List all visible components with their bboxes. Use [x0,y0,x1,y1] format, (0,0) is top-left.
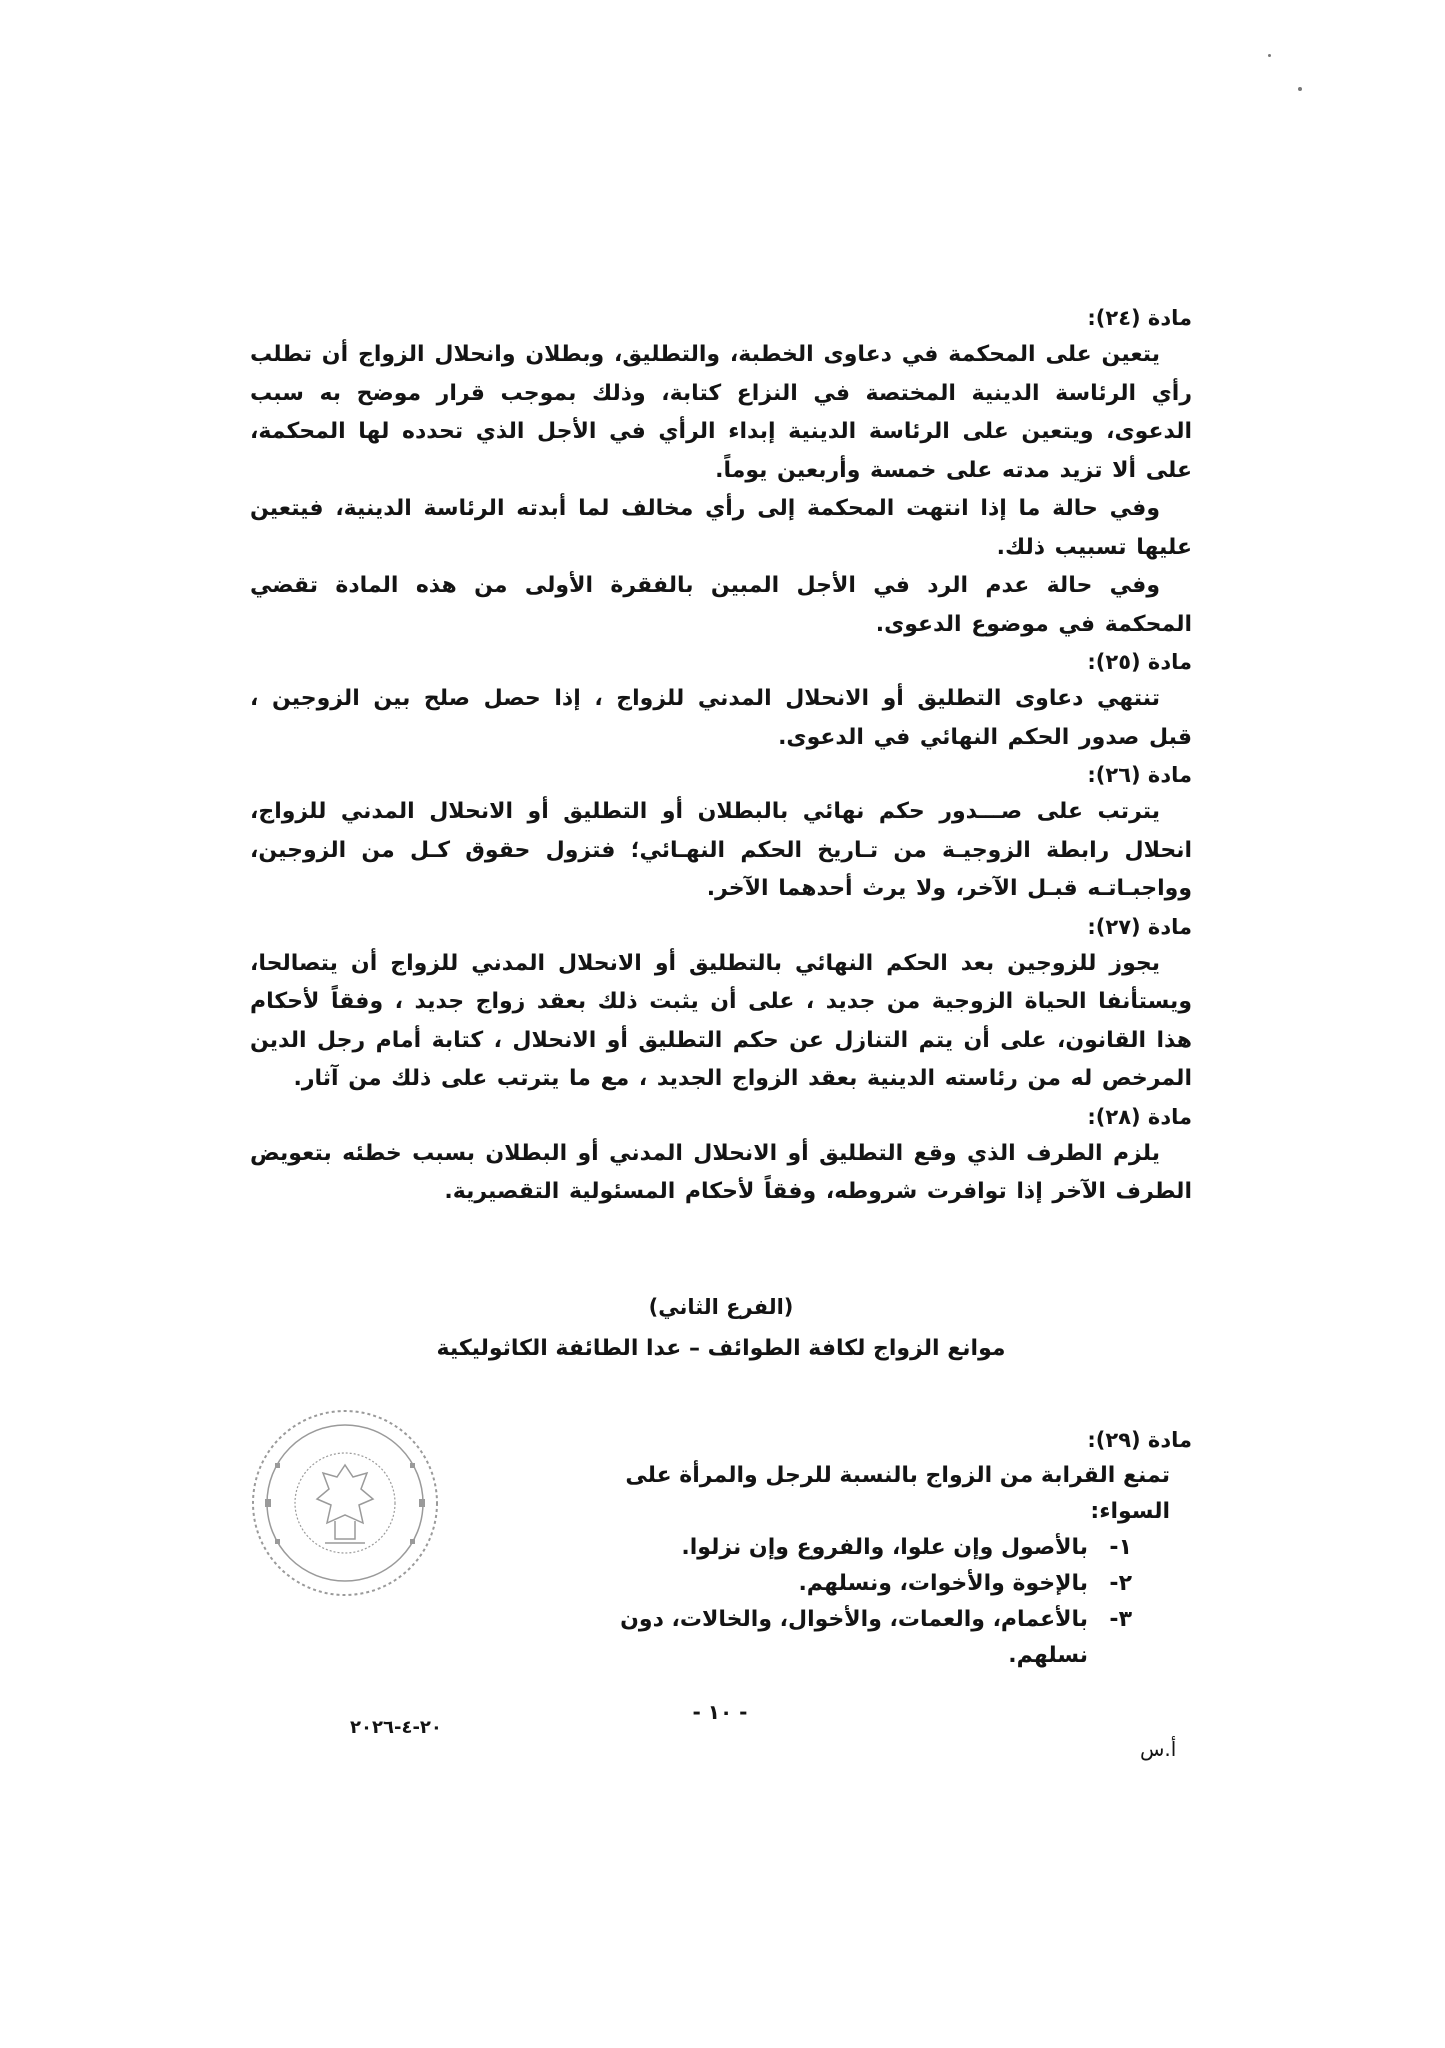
article-29 [560,1422,1192,1674]
page-number: - ١٠ - [692,1700,748,1724]
article-27 [250,909,1192,1099]
article-heading: مادة (٢٩): [1087,1428,1192,1452]
footer-initials: أ.س [1140,1737,1177,1761]
article-paragraph: وفي حالة عدم الرد في الأجل المبين بالفقرة الأولى من هذه المادة تقضي المحكمة في موضوع الدعوى. [250,573,1192,637]
article-25 [250,644,1192,757]
branch-title: (الفرع الثاني) [648,1295,794,1319]
list-item-text: بالإخوة والأخوات، ونسلهم. [798,1571,1088,1596]
article-heading: مادة (٢٨): [1087,1104,1192,1129]
branch-subtitle: موانع الزواج لكافة الطوائف – عدا الطائفة الكاثوليكية [436,1336,1006,1361]
article-intro: تمنع القرابة من الزواج بالنسبة للرجل والمرأة على السواء: [625,1463,1170,1524]
article-paragraph: يلزم الطرف الذي وقع التطليق أو الانحلال المدني أو البطلان بسبب خطئه بتعويض الطرف الآخر إذا توافرت شروطه، وفقاً لأحكام المسئولية التقصيرية. [250,1140,1192,1204]
list-item [560,1566,1132,1602]
list-item-number: ٢- [1109,1571,1132,1596]
numbered-list [560,1530,1192,1674]
list-item [560,1530,1132,1566]
article-heading: مادة (٢٥): [1087,650,1192,674]
list-item-number: ١- [1109,1535,1132,1560]
list-item [560,1602,1132,1674]
article-heading: مادة (٢٧): [1087,914,1192,939]
article-24 [250,300,1192,644]
article-28 [250,1099,1192,1212]
article-paragraph: يترتب على صـــدور حكم نهائي بالبطلان أو التطليق أو الانحلال المدني للزواج، انحلال رابطة الزوجيـة من تـاريخ الحكم النهـائي؛ فتزول حقوق كـل من الزوجين، وواجبـاتـه قبـل الآخر، ولا يرث أحدهما الآخر. [250,799,1192,901]
article-heading: مادة (٢٦): [1087,763,1192,787]
articles-body [250,300,1192,1212]
article-paragraph: تنتهي دعاوى التطليق أو الانحلال المدني للزواج ، إذا حصل صلح بين الزوجين ، قبل صدور الحكم النهائي في الدعوى. [250,686,1192,750]
scan-speck [1268,54,1271,57]
list-item-text: بالأصول وإن علوا، والفروع وإن نزلوا. [681,1535,1088,1560]
eagle-seal-icon [245,1403,445,1603]
list-item-number: ٣- [1109,1607,1132,1632]
article-paragraph: يتعين على المحكمة في دعاوى الخطبة، والتطليق، وبطلان وانحلال الزواج أن تطلب رأي الرئاسة الدينية المختصة في النزاع كتابة، وذلك بموجب قرار موضح به سبب الدعوى، ويتعين على الرئاسة الدينية إبداء الرأي في الأجل الذي تحدده لها المحكمة، على ألا تزيد مدته على خمسة وأربعين يوماً. [250,342,1192,483]
article-paragraph: وفي حالة ما إذا انتهت المحكمة إلى رأي مخالف لما أبدته الرئاسة الدينية، فيتعين عليها تسبيب ذلك. [250,496,1192,560]
article-26 [250,757,1192,909]
article-heading: مادة (٢٤): [1087,306,1192,330]
footer-date: ٢٠-٤-٢٠٢٦ [350,1717,442,1738]
list-item-text: بالأعمام، والعمات، والأخوال، والخالات، دون نسلهم. [620,1607,1088,1668]
scan-speck [1298,87,1302,91]
article-paragraph: يجوز للزوجين بعد الحكم النهائي بالتطليق أو الانحلال المدني للزواج أن يتصالحا، ويستأنفا الحياة الزوجية من جديد ، على أن يثبت ذلك بعقد زواج جديد ، وفقاً لأحكام هذا القانون، على أن يتم التنازل عن حكم التطليق أو الانحلال ، كتابة أمام رجل الدين المرخص له من رئاسته الدينية بعقد الزواج الجديد ، مع ما يترتب على ذلك من آثار. [250,950,1192,1091]
